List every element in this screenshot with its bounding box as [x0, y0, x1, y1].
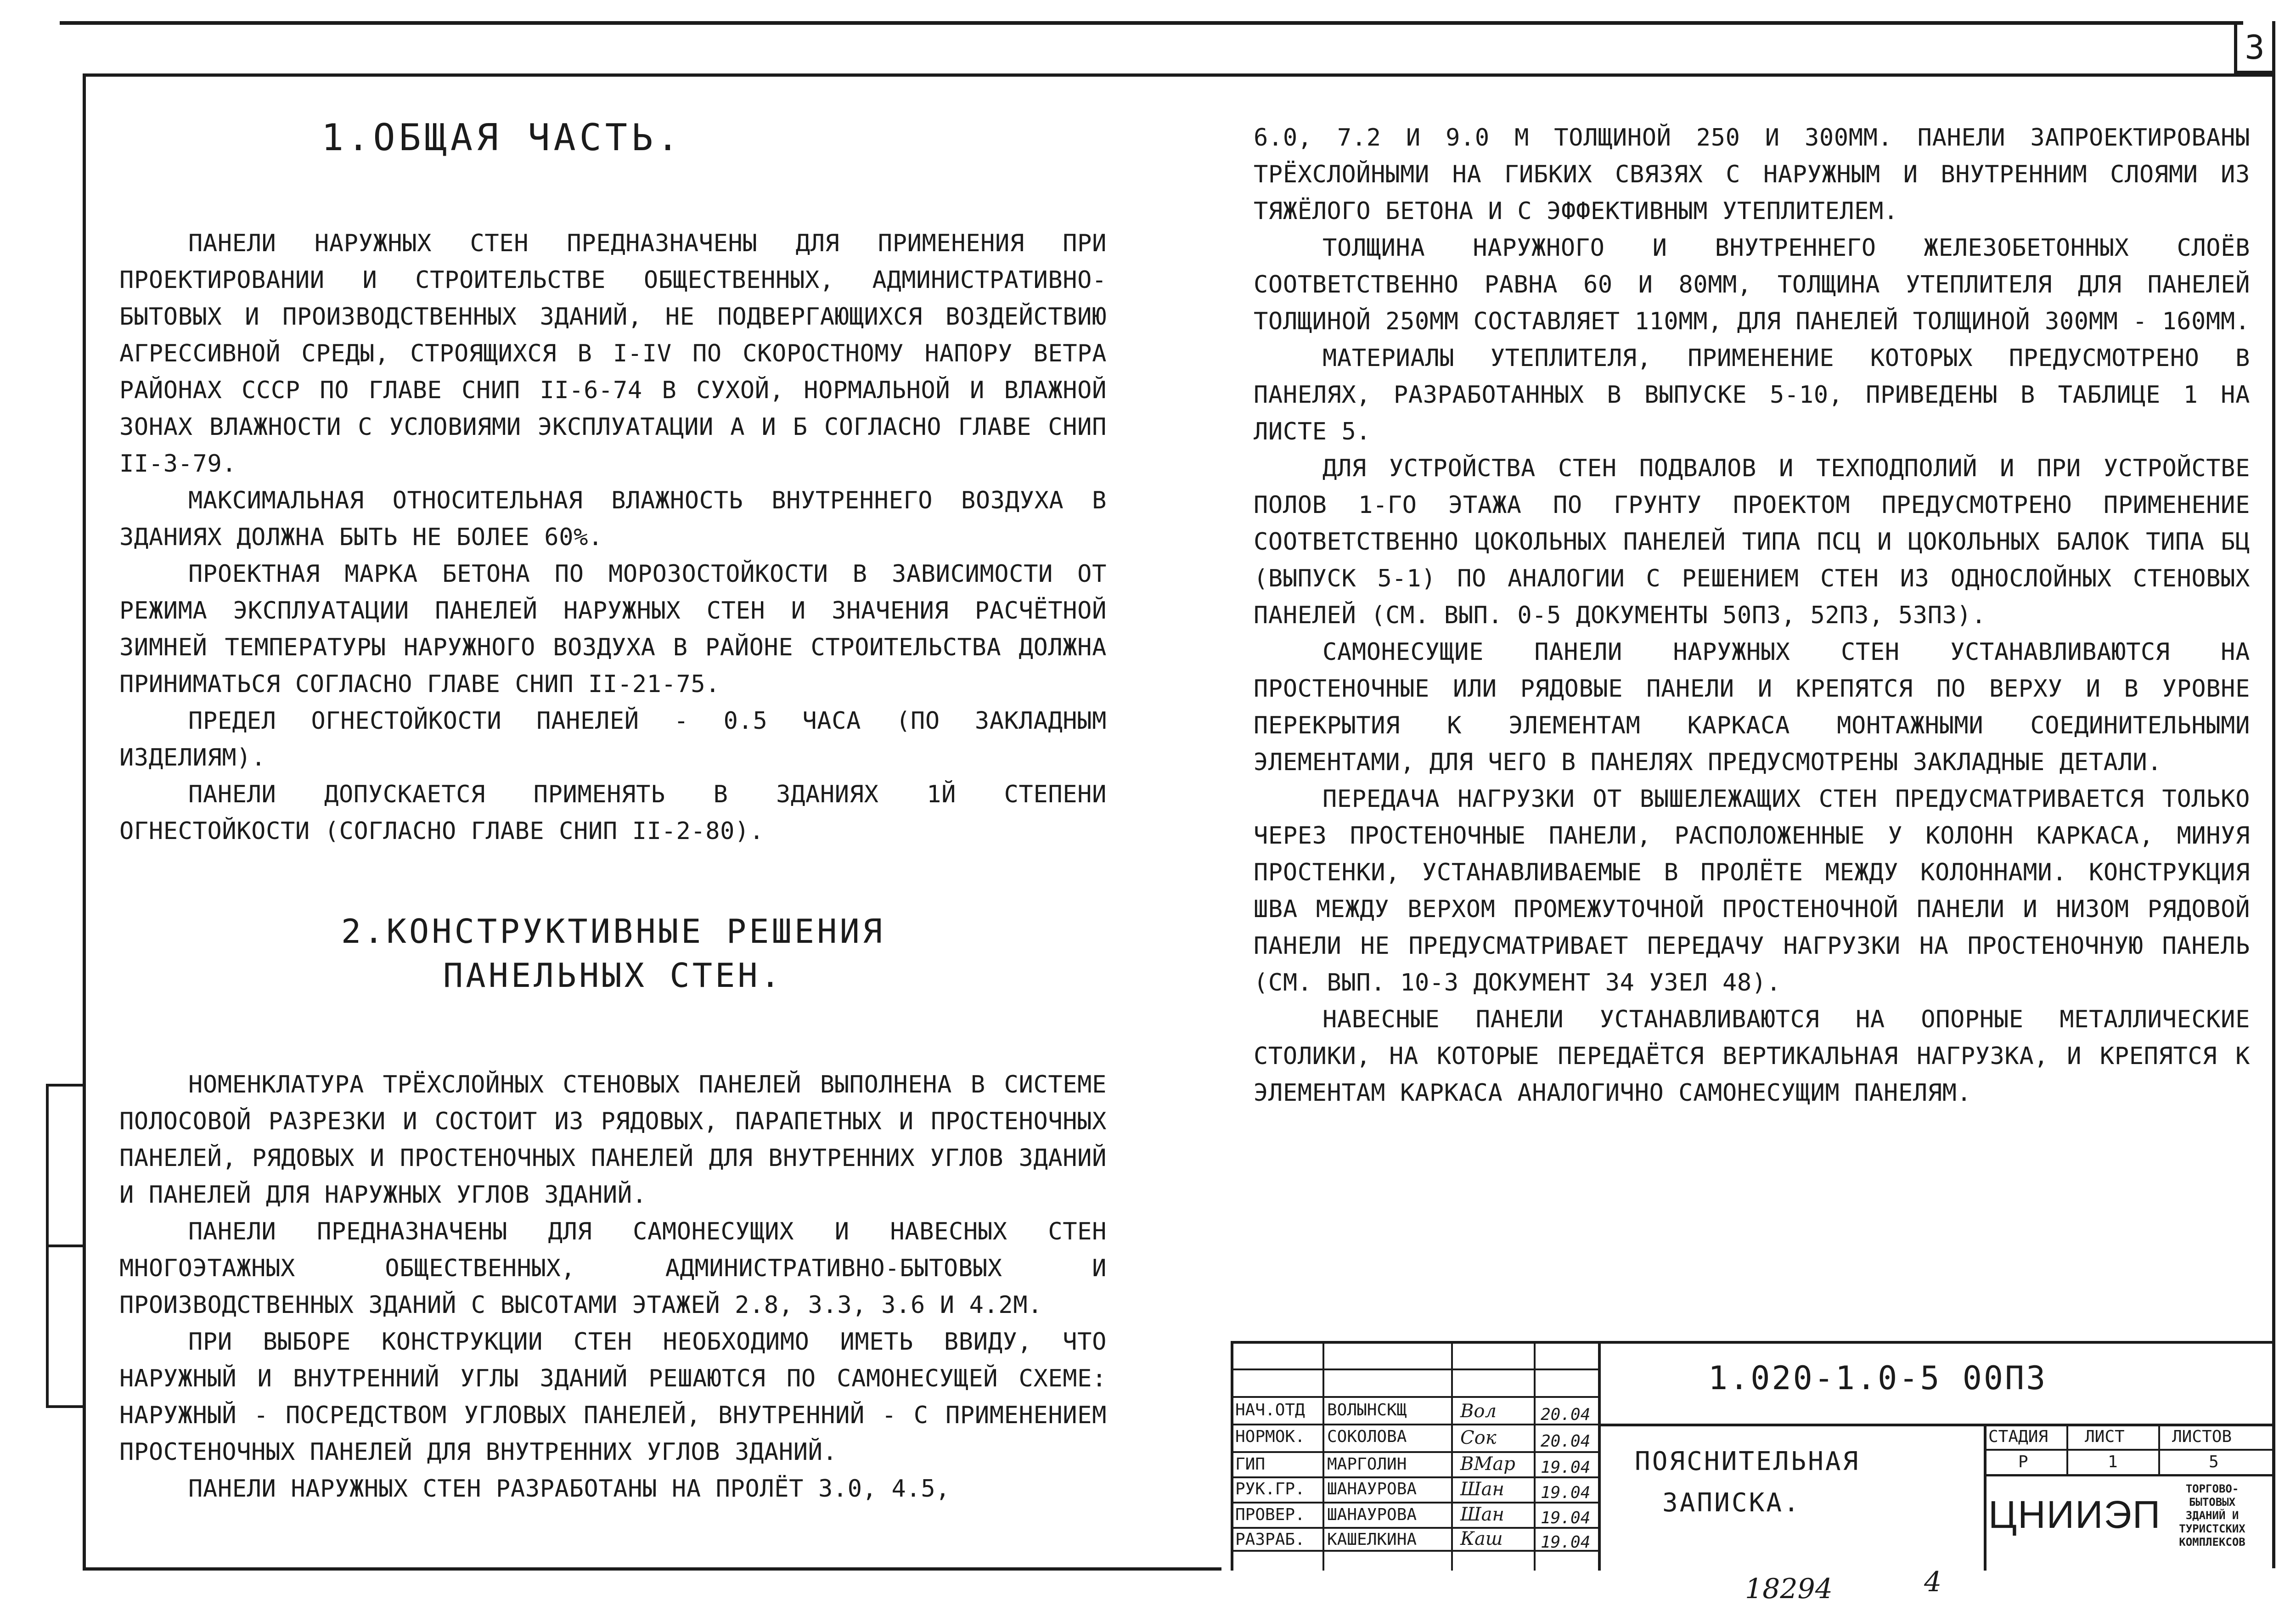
sig-role-6: РАЗРАБ.: [1235, 1530, 1305, 1549]
sig-date-3: 19.04: [1541, 1458, 1591, 1477]
sig-row-0: [1231, 1368, 1598, 1370]
margin-tick-2: [46, 1245, 83, 1247]
sig-date-2: 20.04: [1541, 1432, 1591, 1451]
right-column: [1254, 119, 2250, 1111]
org-name-line-3: ЗДАНИЙ И: [2185, 1509, 2239, 1522]
frame-bottom: [83, 1567, 1221, 1571]
org-name-line-1: ТОРГОВО-: [2185, 1482, 2239, 1495]
sig-role-3: ГИП: [1235, 1455, 1266, 1474]
sig-date-5: 19.04: [1541, 1509, 1591, 1527]
doc-title-line1: ПОЯСНИТЕЛЬНАЯ: [1635, 1447, 1860, 1476]
org-name: [2154, 1482, 2271, 1549]
section-2-heading-line1: 2.КОНСТРУКТИВНЫЕ РЕШЕНИЯ: [341, 912, 885, 951]
sig-sign-3: ВМар: [1460, 1453, 1515, 1475]
margin-tick-1: [46, 1084, 83, 1087]
inventory-number: 18294: [1745, 1573, 1833, 1605]
frame-left: [83, 73, 86, 1571]
sig-sign-1: Вол: [1460, 1401, 1497, 1422]
margin-tick-3: [46, 1405, 83, 1408]
sig-date-4: 19.04: [1541, 1483, 1591, 1502]
section-1-heading: 1.ОБЩАЯ ЧАСТЬ.: [321, 116, 683, 159]
margin-tick-stub: [46, 1084, 49, 1405]
doc-title-line2: ЗАПИСКА.: [1662, 1488, 1801, 1518]
design-paragraph-2: ПАНЕЛИ ПРЕДНАЗНАЧЕНЫ ДЛЯ САМОНЕСУЩИХ И НАВЕСНЫХ СТЕН МНОГОЭТАЖНЫХ ОБЩЕСТВЕННЫХ, АДМИНИСТРАТИВНО-БЫТОВЫХ И ПРОИЗВОДСТВЕННЫХ ЗДАНИЙ С ВЫСОТАМИ ЭТАЖЕЙ 2.8, 3.3, 3.6 И 4.2М.: [119, 1218, 1107, 1319]
stage-header: СТАДИЯ: [1988, 1427, 2048, 1446]
sig-col-2: [1451, 1341, 1453, 1571]
general-paragraph-1: ПАНЕЛИ НАРУЖНЫХ СТЕН ПРЕДНАЗНАЧЕНЫ ДЛЯ ПРИМЕНЕНИЯ ПРИ ПРОЕКТИРОВАНИИ И СТРОИТЕЛЬСТВЕ ОБЩЕСТВЕННЫХ, АДМИНИСТРАТИВНО-БЫТОВЫХ И ПРОИЗВОДСТВЕННЫХ ЗДАНИЙ, НЕ ПОДВЕРГАЮЩИХСЯ ВОЗДЕЙСТВИЮ АГРЕССИВНОЙ СРЕДЫ, СТРОЯЩИХСЯ В I-IV ПО СКОРОСТНОМУ НАПОРУ ВЕТРА РАЙОНАХ СССР ПО ГЛАВЕ СНИП II-6-74 В СУХОЙ, НОРМАЛЬНОЙ И ВЛАЖНОЙ ЗОНАХ ВЛАЖНОСТИ С УСЛОВИЯМИ ЭКСПЛУАТАЦИИ А И Б СОГЛАСНО ГЛАВЕ СНИП II-3-79.: [119, 230, 1107, 478]
tb-stage-col2: [2158, 1424, 2160, 1475]
sig-sign-2: Сок: [1460, 1427, 1497, 1448]
sig-name-3: МАРГОЛИН: [1327, 1455, 1407, 1474]
stage-value: Р: [2018, 1453, 2028, 1471]
section-2-heading-line2: ПАНЕЛЬНЫХ СТЕН.: [443, 956, 783, 995]
tb-stage-row1: [1984, 1449, 2275, 1451]
right-paragraph-7: НАВЕСНЫЕ ПАНЕЛИ УСТАНАВЛИВАЮТСЯ НА ОПОРНЫЕ МЕТАЛЛИЧЕСКИЕ СТОЛИКИ, НА КОТОРЫЕ ПЕРЕДАЁТСЯ ВЕРТИКАЛЬНАЯ НАГРУЗКА, И КРЕПЯТСЯ К ЭЛЕМЕНТАМ КАРКАСА АНАЛОГИЧНО САМОНЕСУЩИМ ПАНЕЛЯМ.: [1254, 1006, 2250, 1107]
tb-divider-v: [1598, 1341, 1601, 1571]
sig-role-2: НОРМОК.: [1235, 1427, 1305, 1446]
org-name-line-2: БЫТОВЫХ: [2189, 1496, 2236, 1509]
sig-name-2: СОКОЛОВА: [1327, 1427, 1407, 1446]
right-paragraph-4: ДЛЯ УСТРОЙСТВА СТЕН ПОДВАЛОВ И ТЕХПОДПОЛИЙ И ПРИ УСТРОЙСТВЕ ПОЛОВ 1-ГО ЭТАЖА ПО ГРУНТУ ПРОЕКТОМ ПРЕДУСМОТРЕНО ПРИМЕНЕНИЕ СООТВЕТСТВЕННО ЦОКОЛЬНЫХ ПАНЕЛЕЙ ТИПА ПСЦ И ЦОКОЛЬНЫХ БАЛОК ТИПА БЦ (ВЫПУСК 5-1) ПО АНАЛОГИИ С РЕШЕНИЕМ СТЕН ИЗ ОДНОСЛОЙНЫХ СТЕНОВЫХ ПАНЕЛЕЙ (СМ. ВЫП. 0-5 ДОКУМЕНТЫ 50ПЗ, 52ПЗ, 53ПЗ).: [1254, 455, 2250, 629]
design-paragraph-3: ПРИ ВЫБОРЕ КОНСТРУКЦИИ СТЕН НЕОБХОДИМО ИМЕТЬ ВВИДУ, ЧТО НАРУЖНЫЙ И ВНУТРЕННИЙ УГЛЫ ЗДАНИЙ РЕШАЮТСЯ ПО САМОНЕСУЩЕЙ СХЕМЕ: НАРУЖНЫЙ - ПОСРЕДСТВОМ УГЛОВЫХ ПАНЕЛЕЙ, ВНУТРЕННИЙ - С ПРИМЕНЕНИЕМ ПРОСТЕНОЧНЫХ ПАНЕЛЕЙ ДЛЯ ВНУТРЕННИХ УГЛОВ ЗДАНИЙ.: [119, 1328, 1107, 1466]
frame-top: [83, 73, 2275, 77]
right-paragraph-1: 6.0, 7.2 И 9.0 М ТОЛЩИНОЙ 250 И 300ММ. ПАНЕЛИ ЗАПРОЕКТИРОВАНЫ ТРЁХСЛОЙНЫМИ НА ГИБКИХ СВЯЗЯХ С НАРУЖНЫМ И ВНУТРЕННИМ СЛОЯМИ ИЗ ТЯЖЁЛОГО БЕТОНА И С ЭФФЕКТИВНЫМ УТЕПЛИТЕЛЕМ.: [1254, 124, 2250, 225]
tb-stage-row2: [1984, 1474, 2275, 1476]
sig-name-1: ВОЛЫНСКЩ: [1327, 1401, 1407, 1419]
right-paragraph-6: ПЕРЕДАЧА НАГРУЗКИ ОТ ВЫШЕЛЕЖАЩИХ СТЕН ПРЕДУСМАТРИВАЕТСЯ ТОЛЬКО ЧЕРЕЗ ПРОСТЕНОЧНЫЕ ПАНЕЛИ, РАСПОЛОЖЕННЫЕ У КОЛОНН КАРКАСА, МИНУЯ ПРОСТЕНКИ, УСТАНАВЛИВАЕМЫЕ В ПРОЛЁТЕ МЕЖДУ КОЛОННАМИ. КОНСТРУКЦИЯ ШВА МЕЖДУ ВЕРХОМ ПРОМЕЖУТОЧНОЙ ПРОСТЕНОЧНОЙ ПАНЕЛИ И НИЗОМ РЯДОВОЙ ПАНЕЛИ НЕ ПРЕДУСМАТРИВАЕТ ПЕРЕДАЧУ НАГРУЗКИ НА ПРОСТЕНОЧНУЮ ПАНЕЛЬ (СМ. ВЫП. 10-3 ДОКУМЕНТ 34 УЗЕЛ 48).: [1254, 785, 2250, 997]
sig-role-5: ПРОВЕР.: [1235, 1505, 1305, 1524]
sig-name-6: КАШЕЛКИНА: [1327, 1530, 1417, 1549]
sig-date-6: 19.04: [1541, 1533, 1591, 1552]
doc-code: 1.020-1.0-5 00ПЗ: [1708, 1359, 2048, 1397]
tb-code-bottom: [1598, 1424, 2275, 1426]
sig-col-3: [1534, 1341, 1536, 1571]
right-paragraph-2: ТОЛЩИНА НАРУЖНОГО И ВНУТРЕННЕГО ЖЕЛЕЗОБЕТОННЫХ СЛОЁВ СООТВЕТСТВЕННО РАВНА 60 И 80ММ, ТОЛЩИНА УТЕПЛИТЕЛЯ ДЛЯ ПАНЕЛЕЙ ТОЛЩИНОЙ 250ММ СОСТАВЛЯЕТ 110ММ, ДЛЯ ПАНЕЛЕЙ ТОЛЩИНОЙ 300ММ - 160ММ.: [1254, 234, 2250, 335]
general-paragraph-2: МАКСИМАЛЬНАЯ ОТНОСИТЕЛЬНАЯ ВЛАЖНОСТЬ ВНУТРЕННЕГО ВОЗДУХА В ЗДАНИЯХ ДОЛЖНА БЫТЬ НЕ БОЛЕЕ 60%.: [119, 487, 1107, 551]
sig-sign-6: Каш: [1460, 1528, 1503, 1549]
general-paragraph-4: ПРЕДЕЛ ОГНЕСТОЙКОСТИ ПАНЕЛЕЙ - 0.5 ЧАСА (ПО ЗАКЛАДНЫМ ИЗДЕЛИЯМ).: [119, 707, 1107, 772]
tb-stage-col1: [2066, 1424, 2068, 1475]
tb-stage-left: [1984, 1424, 1986, 1571]
sheet-header: ЛИСТ: [2085, 1427, 2125, 1446]
org-logo: ЦНИИЭП: [1988, 1493, 2161, 1536]
right-paragraph-3: МАТЕРИАЛЫ УТЕПЛИТЕЛЯ, ПРИМЕНЕНИЕ КОТОРЫХ ПРЕДУСМОТРЕНО В ПАНЕЛЯХ, РАЗРАБОТАННЫХ В ВЫПУСКЕ 5-10, ПРИВЕДЕНЫ В ТАБЛИЦЕ 1 НА ЛИСТЕ 5.: [1254, 344, 2250, 445]
left-column: [119, 116, 1107, 1507]
sig-row-1: [1231, 1396, 1598, 1398]
sig-role-4: РУК.ГР.: [1235, 1480, 1305, 1498]
sig-sign-4: Шан: [1460, 1479, 1504, 1500]
sig-role-1: НАЧ.ОТД: [1235, 1401, 1305, 1419]
sheets-value: 5: [2209, 1453, 2219, 1471]
tb-top: [1231, 1341, 2275, 1344]
inventory-sheet: 4: [1924, 1566, 1942, 1598]
general-paragraph-3: ПРОЕКТНАЯ МАРКА БЕТОНА ПО МОРОЗОСТОЙКОСТИ В ЗАВИСИМОСТИ ОТ РЕЖИМА ЭКСПЛУАТАЦИИ ПАНЕЛЕЙ НАРУЖНЫХ СТЕН И ЗНАЧЕНИЯ РАСЧЁТНОЙ ЗИМНЕЙ ТЕМПЕРАТУРЫ НАРУЖНОГО ВОЗДУХА В РАЙОНЕ СТРОИТЕЛЬСТВА ДОЛЖНА ПРИНИМАТЬСЯ СОГЛАСНО ГЛАВЕ СНИП II-21-75.: [119, 560, 1107, 698]
sheet-corner-number: 3: [2245, 28, 2265, 67]
tb-left: [1231, 1341, 1233, 1571]
sig-row-3: [1231, 1451, 1598, 1453]
frame-right: [2272, 73, 2275, 1568]
right-paragraph-5: САМОНЕСУЩИЕ ПАНЕЛИ НАРУЖНЫХ СТЕН УСТАНАВЛИВАЮТСЯ НА ПРОСТЕНОЧНЫЕ ИЛИ РЯДОВЫЕ ПАНЕЛИ И КРЕПЯТСЯ ПО ВЕРХУ И В УРОВНЕ ПЕРЕКРЫТИЯ К ЭЛЕМЕНТАМ КАРКАСА МОНТАЖНЫМИ СОЕДИНИТЕЛЬНЫМИ ЭЛЕМЕНТАМИ, ДЛЯ ЧЕГО В ПАНЕЛЯХ ПРЕДУСМОТРЕНЫ ЗАКЛАДНЫЕ ДЕТАЛИ.: [1254, 638, 2250, 776]
design-paragraph-4: ПАНЕЛИ НАРУЖНЫХ СТЕН РАЗРАБОТАНЫ НА ПРОЛЁТ 3.0, 4.5,: [188, 1475, 951, 1503]
org-name-line-4: ТУРИСТСКИХ: [2179, 1522, 2245, 1535]
sheet-value: 1: [2108, 1453, 2118, 1471]
sig-name-4: ШАНАУРОВА: [1327, 1480, 1417, 1498]
sig-sign-5: Шан: [1460, 1504, 1504, 1525]
sig-col-1: [1322, 1341, 1324, 1571]
org-name-line-5: КОМПЛЕКСОВ: [2179, 1536, 2245, 1549]
sig-name-5: ШАНАУРОВА: [1327, 1505, 1417, 1524]
sheets-header: ЛИСТОВ: [2172, 1427, 2232, 1446]
top-border-line: [60, 21, 2243, 25]
sig-date-1: 20.04: [1541, 1405, 1591, 1424]
general-paragraph-5: ПАНЕЛИ ДОПУСКАЕТСЯ ПРИМЕНЯТЬ В ЗДАНИЯХ 1Й СТЕПЕНИ ОГНЕСТОЙКОСТИ (СОГЛАСНО ГЛАВЕ СНИП II-2-80).: [119, 781, 1107, 845]
design-paragraph-1: НОМЕНКЛАТУРА ТРЁХСЛОЙНЫХ СТЕНОВЫХ ПАНЕЛЕЙ ВЫПОЛНЕНА В СИСТЕМЕ ПОЛОСОВОЙ РАЗРЕЗКИ И СОСТОИТ ИЗ РЯДОВЫХ, ПАРАПЕТНЫХ И ПРОСТЕНОЧНЫХ ПАНЕЛЕЙ, РЯДОВЫХ И ПРОСТЕНОЧНЫХ ПАНЕЛЕЙ ДЛЯ ВНУТРЕННИХ УГЛОВ ЗДАНИЙ И ПАНЕЛЕЙ ДЛЯ НАРУЖНЫХ УГЛОВ ЗДАНИЙ.: [119, 1071, 1107, 1209]
